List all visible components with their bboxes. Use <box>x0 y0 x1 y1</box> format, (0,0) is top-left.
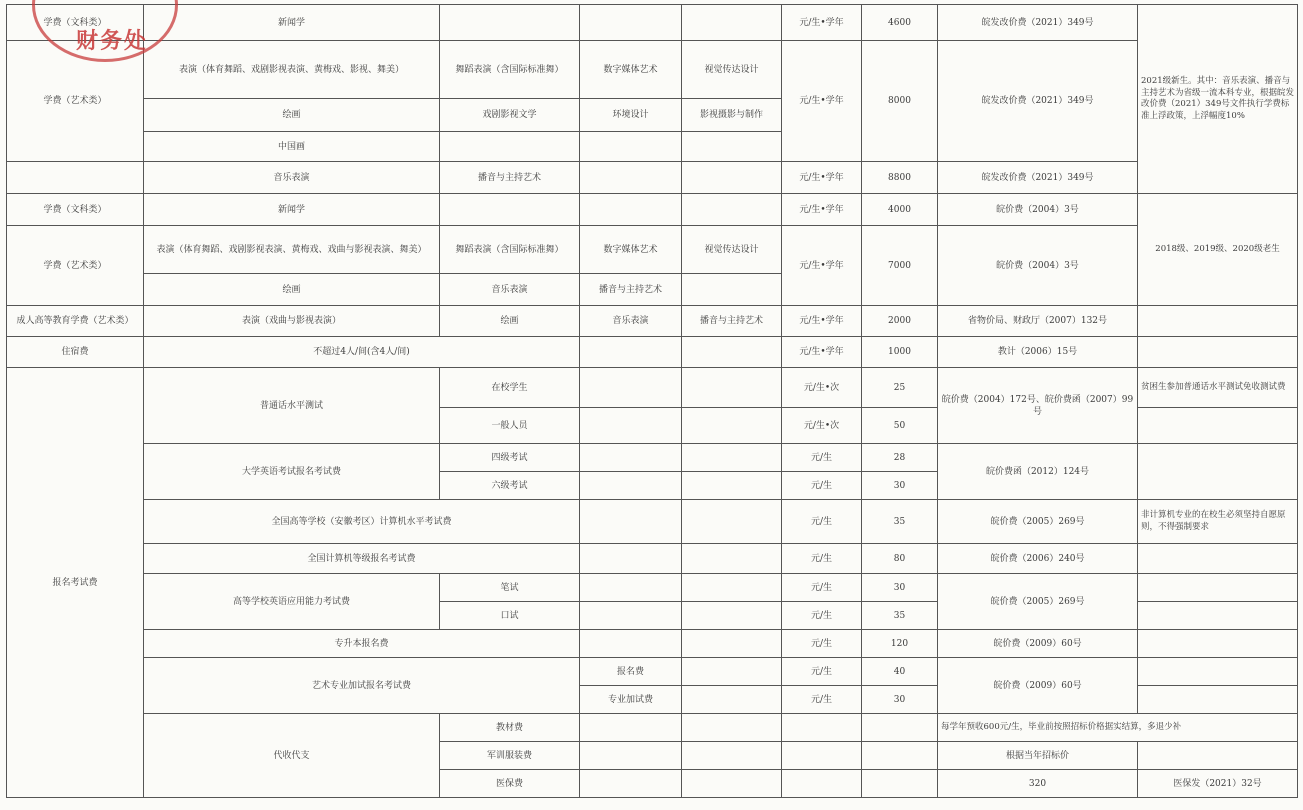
exam-sub: 四级考试 <box>440 444 580 472</box>
major-cell: 播音与主持艺术 <box>682 306 782 337</box>
basis-cell: 皖发改价费（2021）349号 <box>938 162 1138 194</box>
seal-text: 财务处 <box>76 28 149 54</box>
amount-cell: 120 <box>862 630 938 658</box>
unit-cell: 元/生 <box>782 500 862 544</box>
table-row <box>7 714 1298 742</box>
amount-cell: 80 <box>862 544 938 574</box>
note-cell: 2018级、2019级、2020级老生 <box>1138 194 1298 306</box>
fee-category: 学费（艺术类） <box>7 41 144 162</box>
table-row <box>7 574 1298 602</box>
major-cell: 音乐表演 <box>144 162 440 194</box>
table-row <box>7 5 1298 41</box>
amount-cell: 30 <box>862 574 938 602</box>
basis-cell: 皖价费（2005）269号 <box>938 500 1138 544</box>
note-cell: 非计算机专业的在校生必须坚持自愿原则，不得强制要求 <box>1138 500 1298 544</box>
exam-sub: 笔试 <box>440 574 580 602</box>
table-row <box>7 544 1298 574</box>
major-cell: 舞蹈表演（含国际标准舞） <box>440 226 580 274</box>
unit-cell: 元/生 <box>782 444 862 472</box>
note-cell: 2021级新生。其中：音乐表演、播音与主持艺术为省级一流本科专业，根据皖发改价费（2021）349号文件执行学费标准上浮政策，上浮幅度10% <box>1138 5 1298 194</box>
table-row <box>7 630 1298 658</box>
amount-cell: 40 <box>862 658 938 686</box>
unit-cell: 元/生•学年 <box>782 5 862 41</box>
table-row <box>7 500 1298 544</box>
amount-cell: 4600 <box>862 5 938 41</box>
exam-sub: 六级考试 <box>440 472 580 500</box>
unit-cell: 元/生•次 <box>782 408 862 444</box>
amount-cell: 8000 <box>862 41 938 162</box>
exam-name: 全国计算机等级报名考试费 <box>144 544 580 574</box>
exam-sub: 口试 <box>440 602 580 630</box>
major-cell: 音乐表演 <box>440 274 580 306</box>
major-cell: 数字媒体艺术 <box>580 226 682 274</box>
basis-cell: 皖价费（2004）172号、皖价费函（2007）99号 <box>938 368 1138 444</box>
major-cell: 中国画 <box>144 132 440 162</box>
table-row <box>7 306 1298 337</box>
amount-cell: 35 <box>862 500 938 544</box>
table-row <box>7 194 1298 226</box>
major-cell: 影视摄影与制作 <box>682 99 782 132</box>
major-cell: 新闻学 <box>144 194 440 226</box>
note-cell: 贫困生参加普通话水平测试免收测试费 <box>1138 368 1298 408</box>
desc-cell: 根据当年招标价 <box>938 742 1138 770</box>
unit-cell: 元/生•学年 <box>782 306 862 337</box>
amount-cell: 30 <box>862 472 938 500</box>
table-row <box>7 41 1298 99</box>
major-cell: 表演（体育舞蹈、戏剧影视表演、黄梅戏、影视、舞美） <box>144 41 440 99</box>
table-row <box>7 368 1298 408</box>
major-cell: 播音与主持艺术 <box>580 274 682 306</box>
unit-cell: 元/生 <box>782 574 862 602</box>
desc-cell: 每学年预收600元/生，毕业前按照招标价格据实结算，多退少补 <box>938 714 1298 742</box>
fee-category: 报名考试费 <box>7 368 144 798</box>
basis-cell: 皖发改价费（2021）349号 <box>938 5 1138 41</box>
item-name: 教材费 <box>440 714 580 742</box>
unit-cell: 元/生•学年 <box>782 194 862 226</box>
basis-cell: 医保发（2021）32号 <box>1138 770 1298 798</box>
exam-sub: 报名费 <box>580 658 682 686</box>
basis-cell: 皖价费函（2012）124号 <box>938 444 1138 500</box>
major-cell: 戏剧影视文学 <box>440 99 580 132</box>
exam-name: 专升本报名费 <box>144 630 580 658</box>
unit-cell: 元/生•学年 <box>782 41 862 162</box>
amount-cell: 7000 <box>862 226 938 306</box>
table-row <box>7 162 1298 194</box>
exam-name: 全国高等学校（安徽考区）计算机水平考试费 <box>144 500 580 544</box>
amount-cell: 8800 <box>862 162 938 194</box>
exam-name: 艺术专业加试报名考试费 <box>144 658 580 714</box>
major-cell: 绘画 <box>440 306 580 337</box>
major-cell: 数字媒体艺术 <box>580 41 682 99</box>
unit-cell: 元/生 <box>782 630 862 658</box>
exam-sub: 专业加试费 <box>580 686 682 714</box>
major-cell: 播音与主持艺术 <box>440 162 580 194</box>
basis-cell: 教计（2006）15号 <box>938 337 1138 368</box>
table-row <box>7 337 1298 368</box>
basis-cell: 皖价费（2004）3号 <box>938 226 1138 306</box>
fee-category: 学费（文科类） <box>7 194 144 226</box>
unit-cell: 元/生•次 <box>782 368 862 408</box>
basis-cell: 皖价费（2009）60号 <box>938 630 1138 658</box>
unit-cell: 元/生 <box>782 658 862 686</box>
fee-category: 代收代支 <box>144 714 440 798</box>
unit-cell: 元/生 <box>782 602 862 630</box>
fee-category: 学费（艺术类） <box>7 226 144 306</box>
fee-category: 住宿费 <box>7 337 144 368</box>
basis-cell: 皖价费（2006）240号 <box>938 544 1138 574</box>
major-cell: 环境设计 <box>580 99 682 132</box>
exam-name: 普通话水平测试 <box>144 368 440 444</box>
basis-cell: 省物价局、财政厅（2007）132号 <box>938 306 1138 337</box>
item-name: 军训服装费 <box>440 742 580 770</box>
fee-category: 成人高等教育学费（艺术类） <box>7 306 144 337</box>
amount-cell: 25 <box>862 368 938 408</box>
major-cell: 绘画 <box>144 274 440 306</box>
amount-cell: 28 <box>862 444 938 472</box>
exam-sub: 一般人员 <box>440 408 580 444</box>
basis-cell: 皖价费（2005）269号 <box>938 574 1138 630</box>
exam-name: 大学英语考试报名考试费 <box>144 444 440 500</box>
amount-cell: 30 <box>862 686 938 714</box>
basis-cell: 皖发改价费（2021）349号 <box>938 41 1138 162</box>
unit-cell: 元/生 <box>782 686 862 714</box>
exam-sub: 在校学生 <box>440 368 580 408</box>
major-cell: 表演（戏曲与影视表演） <box>144 306 440 337</box>
item-name: 医保费 <box>440 770 580 798</box>
major-cell: 绘画 <box>144 99 440 132</box>
fee-category: 学费（文科类） <box>7 5 144 41</box>
major-cell: 表演（体育舞蹈、戏剧影视表演、黄梅戏、戏曲与影视表演、舞美） <box>144 226 440 274</box>
table-row <box>7 226 1298 274</box>
table-row <box>7 658 1298 686</box>
unit-cell: 元/生•学年 <box>782 162 862 194</box>
major-cell: 视觉传达设计 <box>682 226 782 274</box>
amount-cell: 4000 <box>862 194 938 226</box>
table-row <box>7 444 1298 472</box>
basis-cell: 皖价费（2004）3号 <box>938 194 1138 226</box>
major-cell: 音乐表演 <box>580 306 682 337</box>
major-cell: 视觉传达设计 <box>682 41 782 99</box>
basis-cell: 皖价费（2009）60号 <box>938 658 1138 714</box>
unit-cell: 元/生 <box>782 472 862 500</box>
major-cell: 新闻学 <box>144 5 440 41</box>
exam-name: 高等学校英语应用能力考试费 <box>144 574 440 630</box>
amount-cell: 320 <box>938 770 1138 798</box>
amount-cell: 1000 <box>862 337 938 368</box>
fee-table <box>6 4 1298 798</box>
major-cell: 舞蹈表演（含国际标准舞） <box>440 41 580 99</box>
unit-cell: 元/生 <box>782 544 862 574</box>
unit-cell: 元/生•学年 <box>782 337 862 368</box>
desc-cell: 不超过4人/间(含4人/间) <box>144 337 580 368</box>
unit-cell: 元/生•学年 <box>782 226 862 306</box>
amount-cell: 35 <box>862 602 938 630</box>
amount-cell: 2000 <box>862 306 938 337</box>
amount-cell: 50 <box>862 408 938 444</box>
